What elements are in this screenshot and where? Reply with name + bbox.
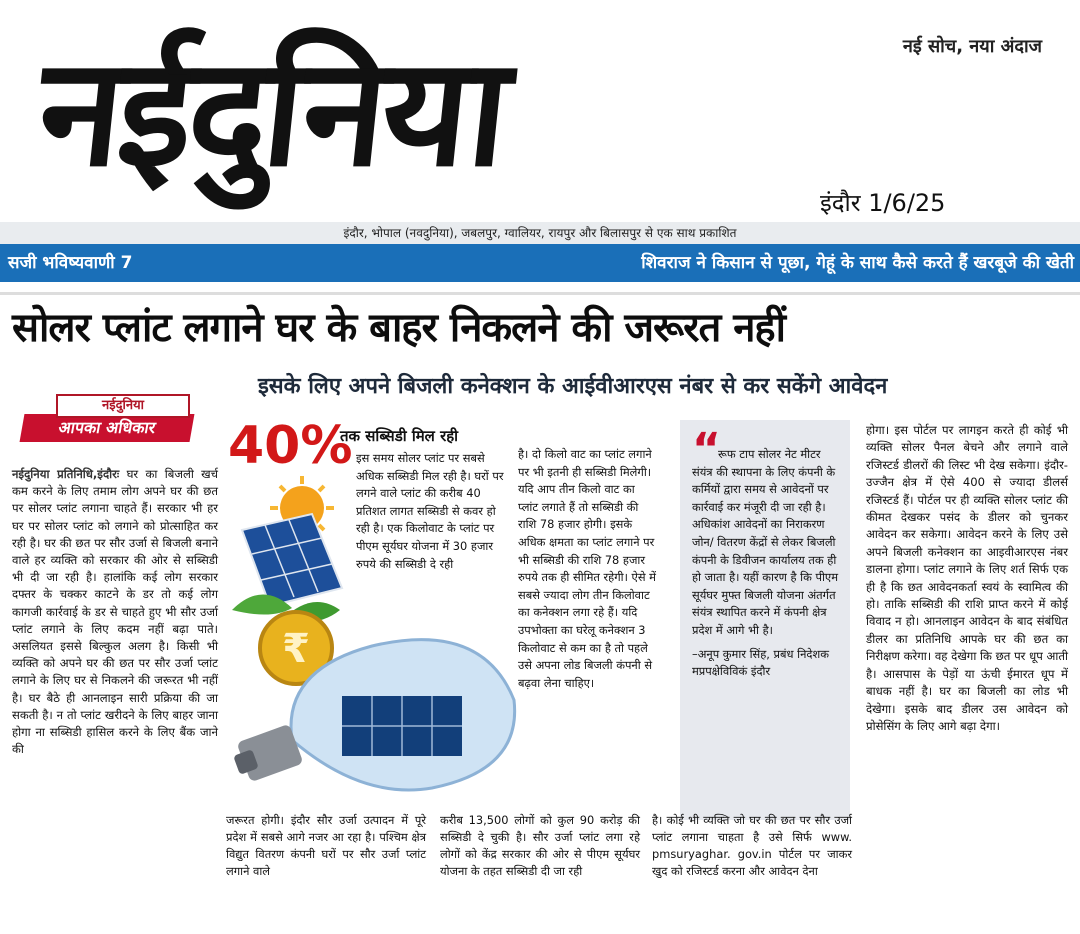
badge-band: आपका अधिकार <box>20 414 195 442</box>
bottom-column-1: जरूरत होगी। इंदौर सौर उर्जा उत्पादन में पूरे प्रदेश में सबसे आगे नजर आ रहा है। पश्चिम क्षेत्र विद्युत वितरण कंपनी घरों पर सौर उर्जा प्लांट लगाने वाले <box>226 813 426 878</box>
editions-line: इंदौर, भोपाल (नवदुनिया), जबलपुर, ग्वालियर, रायपुर और बिलासपुर से एक साथ प्रकाशित <box>0 222 1080 244</box>
article-column-3: है। दो किलो वाट का प्लांट लगाने पर भी इतनी ही सब्सिडी मिलेगी। यदि आप तीन किलो वाट का प्लांट लगाते हैं तो सब्सिडी की राशि 78 हजार होगी। इसके अधिक क्षमता का प्लांट लगाने पर भी सब्सिडी की राशि 78 हजार रुपये तक ही सीमित रहेगी। ऐसे में सबसे ज्यादा लोग तीन किलोवाट का कनेक्शन लगा रहे हैं। यदि उपभोक्ता का घरेलू कनेक्शन 3 किलोवाट से कम का है तो पहले उसे अपना लोड बिजली कंपनी से बढ़वा लेना चाहिए। <box>518 447 656 690</box>
column-1-text: घर का बिजली खर्च कम करने के लिए तमाम लोग अपने घर की छत पर सोलर प्लांट लगाना चाहते हैं। सरकार भी हर घर पर सोलर प्लांट को लगाने को प्रोत्साहित कर रही है। घर की छत पर सौर उर्जा से बिजली बनाने वाले हर व्यक्ति को सरकार की ओर से सब्सिडी भी दी जा रही है। हालांकि कई लोग सरकार दफ्तर के चक्कर काटने के डर तो कई लोग कागजी कार्रवाई के डर से चाहते हुए भी सौर उर्जा प्लांट लगाने के लिए कदम नहीं बढ़ा पाते। असलियत इससे बिल्कुल अलग है। किसी भी व्यक्ति को अपने घर की छत पर सौर उर्जा प्लांट लगाने के लिए घर से निकलने की जरूरत भी नहीं है। घर बैठे ही आनलाइन सारी प्रक्रिया की जा सकती है। न तो प्लांट खरीदने के लिए बाहर जाना होगा ना सब्सिडी हासिल करने के लिए बैंक जाने की <box>12 467 218 757</box>
quote-text: रूफ टाप सोलर नेट मीटर संयंत्र की स्थापना के लिए कंपनी के कर्मियों द्वारा समय से आवेदनों पर कार्रवाई कर मंजूरी दी जा रही है। अधिकांश आवेदनों का निराकरण जोन/ वितरण केंद्रों से लेकर बिजली कंपनी के डिवीजन कार्यालय तक ही हो जाता है। यहीं कारण है कि पीएम सूर्यघर मुफ्त बिजली योजना अंतर्गत संयंत्र स्थापित करने में कंपनी क्षेत्र प्रदेश में आगे भी है। <box>692 447 839 637</box>
article-column-1 <box>12 466 218 758</box>
svg-text:₹: ₹ <box>282 626 310 672</box>
subsidy-heading: तक सब्सिडी मिल रही <box>340 427 459 445</box>
teaser-strip <box>0 244 1080 282</box>
byline: नईदुनिया प्रतिनिधि,इंदौरः <box>12 467 120 481</box>
dateline: इंदौर 1/6/25 <box>820 189 946 217</box>
divider <box>0 292 1080 295</box>
teaser-right[interactable]: शिवराज ने किसान से पूछा, गेहूं के साथ कैसे करते हैं खरबूजे की खेती <box>641 253 1074 273</box>
quote-attribution: –अनूप कुमार सिंह, प्रबंध निदेशक मप्रपक्षेविविकं इंदौर <box>692 646 829 679</box>
article-column-5: होगा। इस पोर्टल पर लागइन करते ही कोई भी व्यक्ति सोलर पैनल बेचने और लगाने वाले रजिस्टर्ड डीलरों की लिस्ट भी देख सकेगा। इंदौर-उज्जैन क्षेत्र में ऐसे 400 से ज्यादा डीलर्स रजिस्टर्ड हैं। पोर्टल पर ही व्यक्ति सोलर प्लांट की कीमत देखकर पसंद के डीलर को चुनकर आवेदन कर सकेगा। आवेदन करने के लिए उसे अपने बिजली कनेक्शन का आइवीआरएस नंबर डालना होगा। प्लांट लगाने के लिए शर्त सिर्फ एक ही है कि छत आवेदनकर्ता स्वयं के स्वामित्व की हो। ताकि सब्सिडी की राशि प्राप्त करने में कोई विवाद न हो। आनलाइन आवेदन के बाद संबंधित डीलर का प्रतिनिधि आपके घर की छत का निरीक्षण करेगा। वह देखेगा कि छत पर धूप आती है। आसपास के पेड़ों या ऊंची ईमारत धूप में बाधक नहीं है। घर का बिजली का लोड भी देखेगा। इसके बाद डीलर उस आवेदन को प्रोसेसिंग के लिए आगे बढ़ा देगा। <box>866 423 1068 733</box>
masthead-title: नईदुनिया <box>30 26 514 200</box>
article-column-2: इस समय सोलर प्लांट पर सबसे अधिक सब्सिडी मिल रही है। घरों पर लगने वाले प्लांट की करीब 40 प्रतिशत लागत सब्सिडी से कवर हो रही है। एक किलोवाट के प्लांट पर पीएम सूर्यघर योजना में 30 हजार रुपये की सब्सिडी दे रही <box>356 451 504 571</box>
bottom-column-3: है। कोई भी व्यक्ति जो घर की छत पर सौर उर्जा प्लांट लगाना चाहता है उसे सिर्फ www. pmsuryaghar. gov.in पोर्टल पर जाकर खुद को रजिस्टर्ड करना और आवेदन देना <box>652 813 852 878</box>
masthead-tagline: नई सोच, नया अंदाज <box>902 36 1042 57</box>
official-quote <box>692 446 842 681</box>
badge-logo: नईदुनिया <box>56 394 190 418</box>
article-subhead: इसके लिए अपने बिजली कनेक्शन के आईवीआरएस नंबर से कर सकेंगे आवेदन <box>258 374 888 399</box>
solar-panel-icon <box>232 514 342 622</box>
article-headline: सोलर प्लांट लगाने घर के बाहर निकलने की जरूरत नहीं <box>12 305 786 351</box>
teaser-left[interactable]: सजी भविष्यवाणी 7 <box>8 253 133 273</box>
quote-icon: “ <box>692 424 721 475</box>
section-badge <box>14 388 200 450</box>
bottom-column-2: करीब 13,500 लोगों को कुल 90 करोड़ की सब्सिडी दे चुकी है। सौर उर्जा प्लांट लगा रहे लोगों को केंद्र सरकार की ओर से पीएम सूर्यघर योजना के तहत सब्सिडी दी जा रही <box>440 813 640 878</box>
percent-figure: 40% <box>228 416 353 476</box>
